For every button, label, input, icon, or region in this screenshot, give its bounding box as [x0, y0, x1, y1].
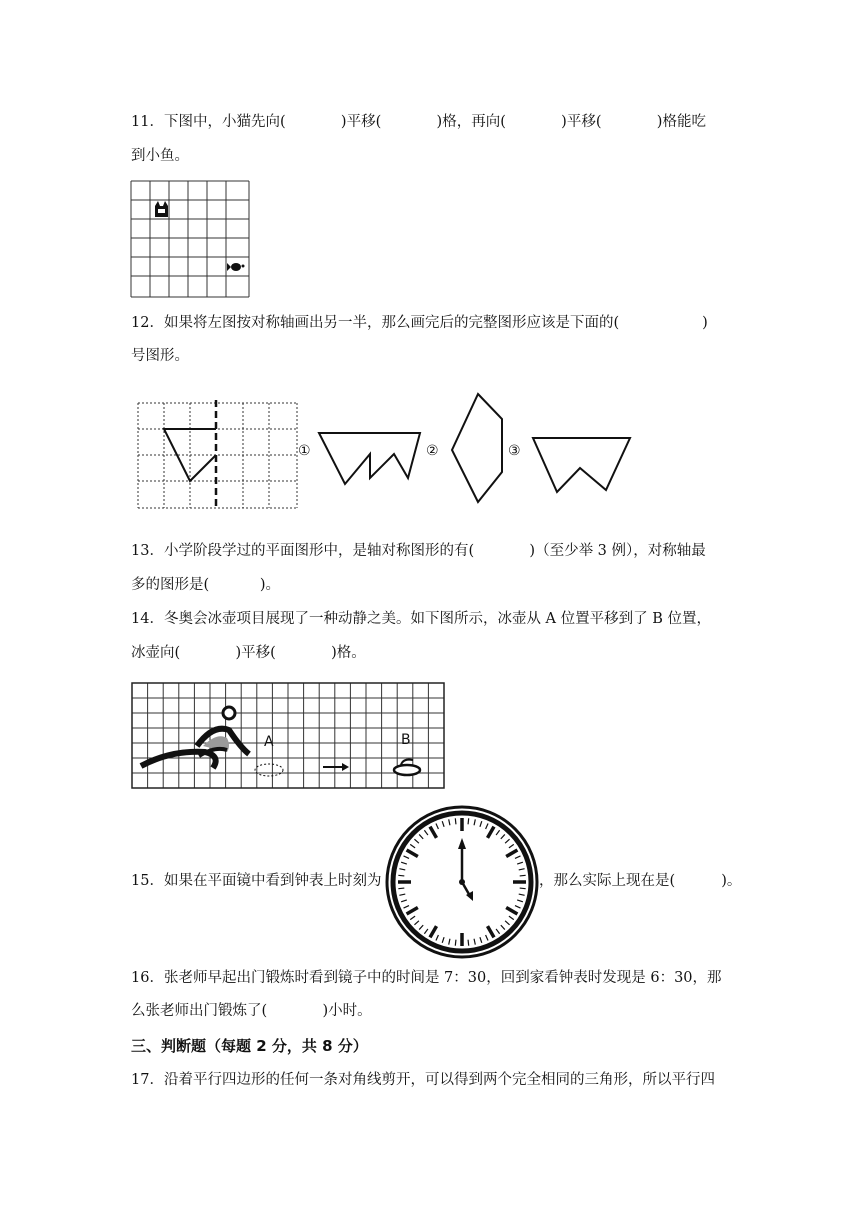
option-3-label: ③	[508, 443, 521, 459]
option-2-label: ②	[426, 443, 439, 459]
q11-line1: 11．下图中，小猫先向( )平移( )格，再向( )平移( )格能吃	[131, 114, 706, 130]
q12-figures	[130, 392, 640, 514]
curling-stone-a-icon	[255, 764, 283, 776]
q14-curling-grid-figure	[131, 680, 447, 792]
position-a-label: A	[264, 734, 274, 750]
q14-line2: 冰壶向( )平移( )格。	[131, 645, 366, 661]
q13-line2: 多的图形是( )。	[131, 577, 281, 593]
q14-line1: 14．冬奥会冰壶项目展现了一种动静之美。如下图所示，冰壶从 A 位置平移到了 B 位置，	[131, 611, 712, 627]
curling-athlete-icon	[141, 707, 249, 768]
option-1-label: ①	[298, 443, 311, 459]
option-3-shape	[533, 438, 630, 492]
q15-mirror-clock	[384, 804, 540, 960]
q11-cat-grid-figure	[130, 180, 252, 300]
q16-line1: 16．张老师早起出门锻炼时看到镜子中的时间是 7：30，回到家看钟表时发现是 6：30，那	[131, 970, 722, 986]
q13-line1: 13．小学阶段学过的平面图形中，是轴对称图形的有( )（至少举 3 例），对称轴最	[131, 543, 706, 559]
curling-stone-b-icon	[394, 760, 420, 775]
q12-line1: 12．如果将左图按对称轴画出另一半，那么画完后的完整图形应该是下面的( )	[131, 315, 708, 331]
q15-after: ，那么实际上现在是( )。	[539, 873, 742, 889]
q17-line1: 17．沿着平行四边形的任何一条对角线剪开，可以得到两个完全相同的三角形，所以平行四	[131, 1072, 715, 1088]
q16-line2: 么张老师出门锻炼了( )小时。	[131, 1003, 372, 1019]
cat-icon	[155, 201, 168, 217]
q15-before: 15．如果在平面镜中看到钟表上时刻为	[131, 873, 382, 889]
q11-line2: 到小鱼。	[131, 148, 189, 164]
option-2-shape	[452, 394, 502, 502]
position-b-label: B	[401, 732, 411, 748]
fish-icon	[227, 263, 245, 271]
option-1-shape	[319, 433, 420, 484]
section-3-title: 三、判断题（每题 2 分，共 8 分）	[131, 1037, 368, 1055]
q12-line2: 号图形。	[131, 348, 189, 364]
